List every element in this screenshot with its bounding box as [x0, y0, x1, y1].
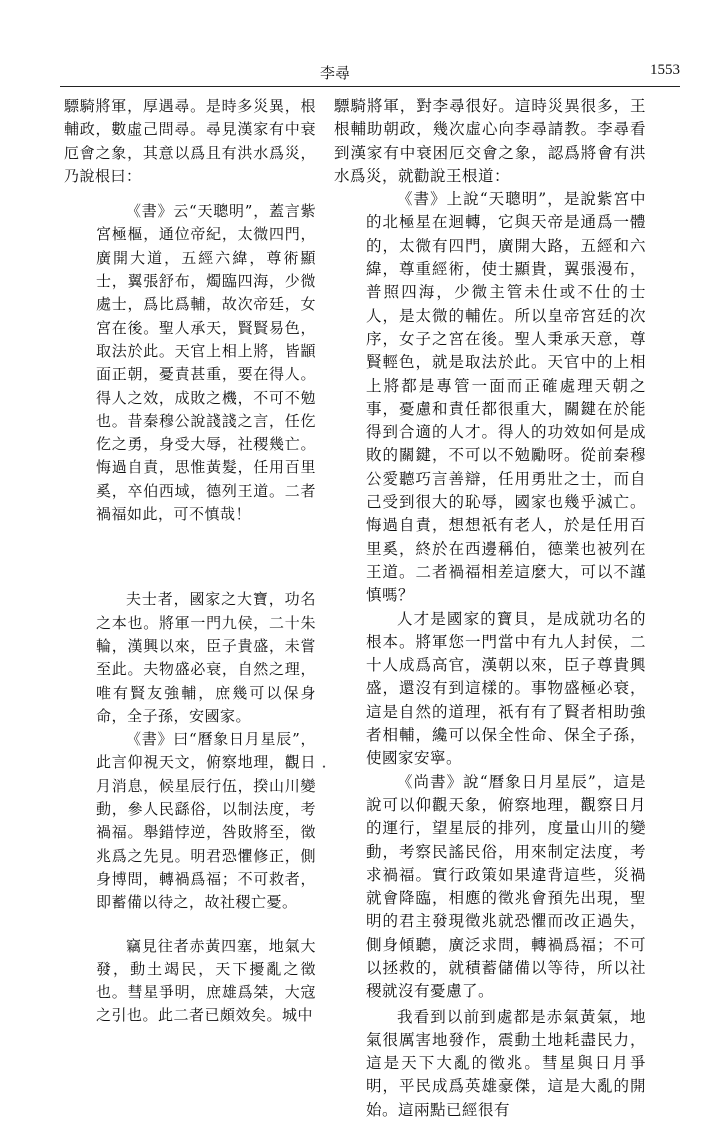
header-rule [60, 86, 680, 87]
translation-paragraph-2: 人才是國家的寶貝，是成就功名的根本。將軍您一門當中有九人封侯，二十人成爲高官，漢朝以來，臣子尊貴興盛，還沒有到這樣的。事物盛極必衰，這是自然的道理，祇有有了賢者相助強者相輔，纔可以保全性命、保全子孫，使國家安寧。 [366, 609, 646, 768]
translation-intro-paragraph: 驃騎將軍，對李尋很好。這時災異很多，王根輔助朝政，幾次虛心向李尋請教。李尋看到漢家有中衰困厄交會之象，認爲將會有洪水爲災，就勸說王根道： [334, 97, 646, 185]
translation-column [334, 95, 646, 1122]
page-number: 1553 [650, 62, 680, 78]
classical-paragraph-4: 竊見往者赤黃四塞，地氣大發，動土竭民，天下擾亂之徵也。彗星爭明，庶雄爲桀，大寇之引也。此二者已頗效矣。城中 [96, 936, 316, 1025]
translation-paragraph-3: 《尚書》說“曆象日月星辰”，這是說可以仰觀天象，俯察地理，觀察日月的運行，望星辰的排列，度量山川的變動，考察民謠民俗，用來制定法度，考求禍福。實行政策如果違背這些，災禍就會降臨，相應的徵兆會預先出現，聖明的君主發現徵兆就恐懼而改正過失，側身傾聽，廣泛求問，轉禍爲福；不可以拯救的，就積蓄儲備以等待，所以社稷就沒有憂慮了。 [366, 772, 646, 1001]
translation-paragraph-4: 我看到以前到處都是赤氣黃氣，地氣很厲害地發作，震動土地耗盡民力，這是天下大亂的徵兆。彗星與日月爭明，平民成爲英雄豪傑，這是大亂的開始。這兩點已經很有 [366, 1007, 646, 1119]
running-header [60, 62, 680, 82]
classical-quote-paragraph: 《書》云“天聰明”，蓋言紫宮極樞，通位帝紀，太微四門，廣開大道，五經六緯，尊術顯士，翼張舒布，燭臨四海，少微處士，爲比爲輔，故次帝廷，女宮在後。聖人承天，賢賢易色，取法於此。天官上相上將，皆顓面正朝，憂責甚重，要在得人。得人之效，成敗之機，不可不勉也。昔秦穆公說諓諓之言，任仡仡之勇，身受大辱，社稷幾亡。悔過自責，思惟黃髮，任用百里奚，卒伯西域，德列王道。二者禍福如此，可不慎哉！ [96, 202, 316, 524]
classical-paragraph-3: 《書》曰“曆象日月星辰”，此言仰視天文，俯察地理，觀日月消息，候星辰行伍，揆山川變動，參人民繇俗，以制法度，考禍福。舉錯悖逆，咎敗將至，徵兆爲之先見。明君恐懼修正，側身博問，轉禍爲福；不可救者，即蓄備以待之，故社稷亡憂。 [96, 730, 316, 912]
running-title: 李尋 [320, 64, 351, 82]
classical-paragraph-2: 夫士者，國家之大寶，功名之本也。將軍一門九侯，二十朱輪，漢興以來，臣子貴盛，未嘗至此。夫物盛必衰，自然之理，唯有賢友強輔，庶幾可以保身命，全子孫，安國家。 [96, 590, 316, 725]
margin-mark: ・ [318, 760, 331, 774]
classical-intro-paragraph: 驃騎將軍，厚遇尋。是時多災異，根輔政，數虛己問尋。尋見漢家有中衰厄會之象，其意以爲且有洪水爲災，乃說根曰： [64, 97, 316, 185]
classical-text-column [64, 95, 316, 1028]
translation-quote-paragraph: 《書》上說“天聰明”，是說紫宮中的北極星在迴轉，它與天帝是通爲一體的，太微有四門，廣開大路，五經和六緯，尊重經術，使士顯貴，翼張漫布，普照四海，少微主管未仕或不仕的士人，是太微的輔佐。所以皇帝宮廷的次序，女子之宮在後。聖人秉承天意，尊賢輕色，就是取法於此。天官中的上相上將都是專管一面而正確處理天朝之事，憂慮和責任都很重大，關鍵在於能得到合適的人才。得人的功效如何是成敗的關鍵，不可以不勉勵呀。從前秦穆公愛聽巧言善辯，任用勇壯之士，而自己受到很大的恥辱，國家也幾乎滅亡。悔過自責，想想祇有老人，於是任用百里奚，終於在西邊稱伯，德業也被列在王道。二者禍福相差這麼大，可以不謹慎嗎？ [366, 190, 646, 605]
